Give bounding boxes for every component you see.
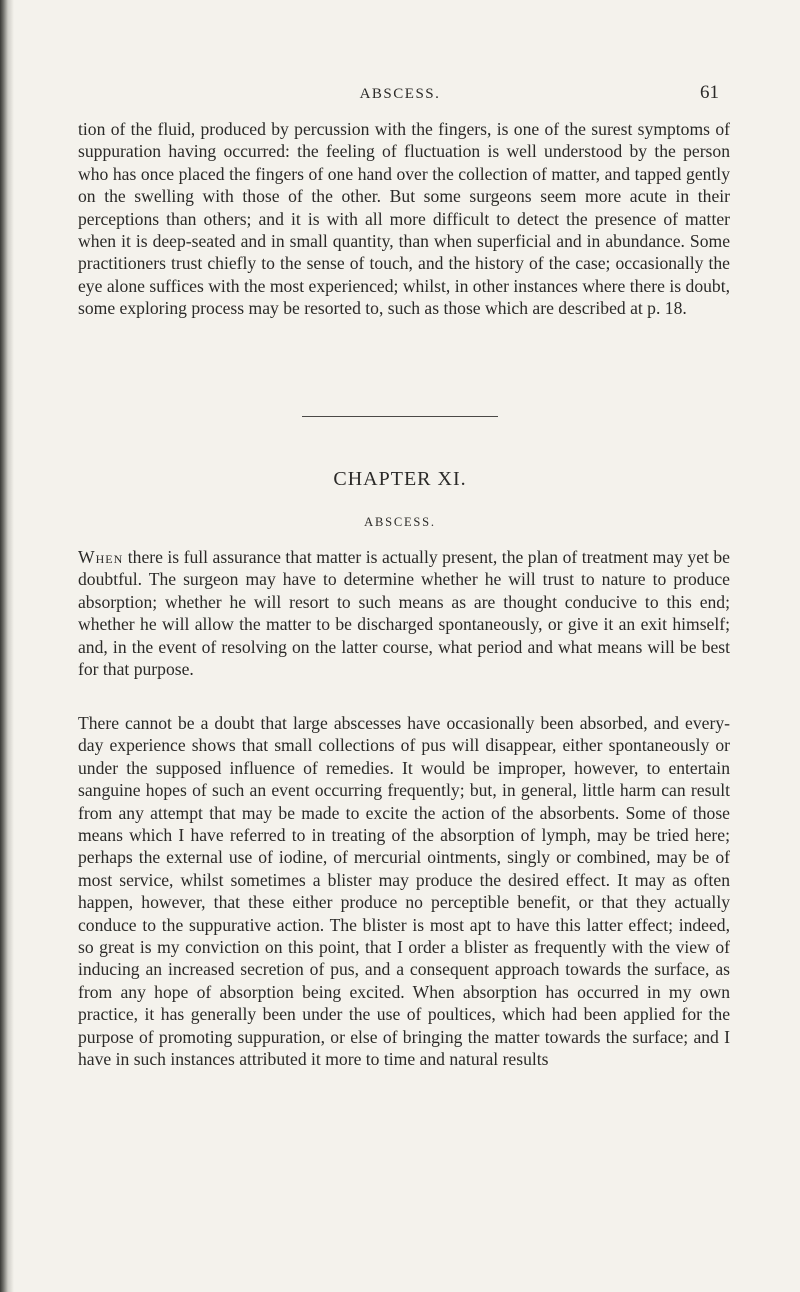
chapter-heading: CHAPTER XI.: [333, 468, 467, 490]
paragraph-body: There cannot be a doubt that large abscesses have occasionally been absorbed, and every-day experience shows that small collections of pus will disappear, either spontaneously or under the supposed influence of remedies. It would be improper, however, to entertain sanguine hopes of such an event occurring frequently; but, in general, little harm can result from any attempt that may be made to excite the action of the absorbents. Some of those means which I have referred to in treating of the absorption of lymph, may be tried here; perhaps the external use of iodine, of mercurial ointments, singly or combined, may be of most service, whilst sometimes a blister may produce the desired effect. It may as often happen, however, that these either produce no perceptible benefit, or that they actually conduce to the suppurative action. The blister is most apt to have this latter effect; indeed, so great is my conviction on this point, that I order a blister as frequently with the view of inducing an increased secretion of pus, and a consequent approach towards the surface, as from any hope of absorption being excited. When absorption has occurred in my own practice, it has generally been under the use of poultices, which had been applied for the purpose of promoting suppuration, or else of bringing the matter towards the surface; and I have in such instances attributed it more to time and natural results: [78, 713, 730, 1070]
paragraph-opening-body: there is full assurance that matter is actually present, the plan of treatment may yet be doubtful. The surgeon may have to determine whether he will trust to nature to produce absorption; whether he will resort to such means as are thought conducive to this end; whether he will allow the matter to be discharged spontaneously, or give it an exit himself; and, in the event of resolving on the latter course, what period and what means will be best for that purpose.: [78, 547, 730, 680]
paragraph-opening: [78, 546, 730, 680]
section-divider: [302, 416, 498, 417]
opening-word: When: [78, 547, 124, 567]
page-binding-shadow: [0, 0, 14, 1292]
page-number: 61: [700, 82, 719, 103]
running-head-title: ABSCESS.: [359, 86, 441, 102]
paragraph-continued: tion of the fluid, produced by percussion with the fingers, is one of the surest symptoms of suppuration having occurred: the feeling of fluctuation is well understood by the person who has once placed the fingers of one hand over the collection of matter, and tapped gently on the swelling with those of the other. But some surgeons seem more acute in their perceptions than others; and it is with all more difficult to detect the presence of matter when it is deep-seated and in small quantity, than when superficial and in abundance. Some practitioners trust chiefly to the sense of touch, and the history of the case; occasionally the eye alone suffices with the most experienced; whilst, in other instances where there is doubt, some exploring process may be resorted to, such as those which are described at p. 18.: [78, 119, 730, 319]
chapter-subheading: ABSCESS.: [364, 515, 436, 529]
running-head: [0, 82, 800, 106]
